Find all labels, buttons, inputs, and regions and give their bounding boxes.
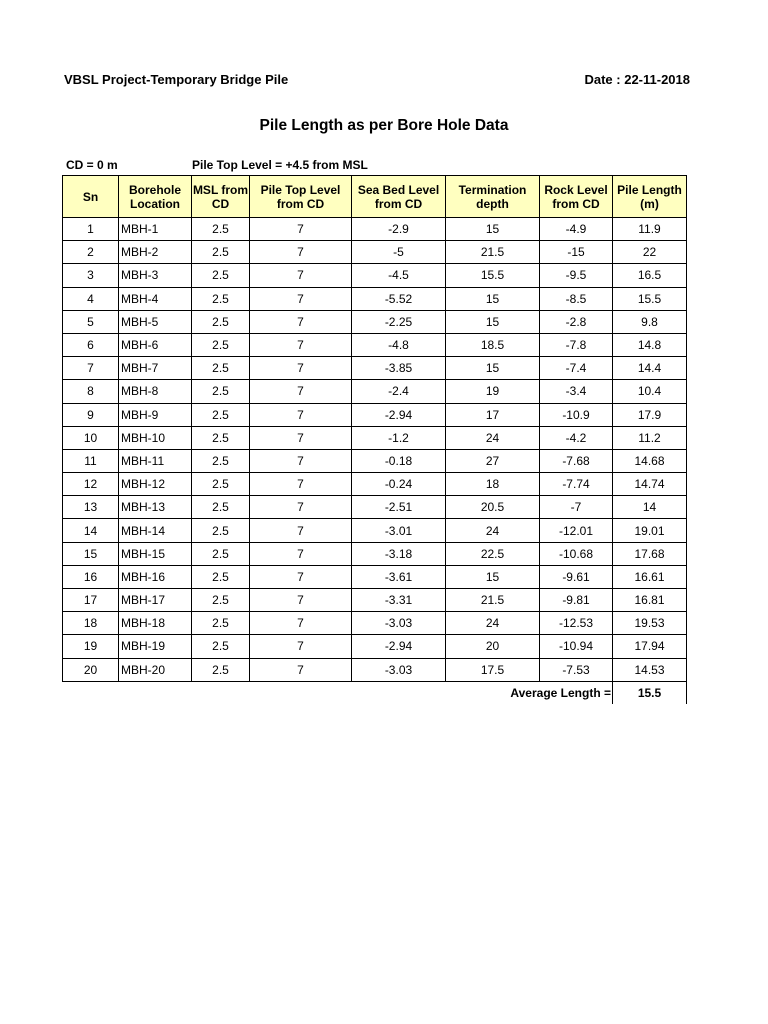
cell-borehole-location: MBH-16 (119, 565, 192, 588)
cell-termination-depth: 27 (446, 449, 540, 472)
cell-sn: 5 (63, 310, 119, 333)
cell-pile-length: 22 (613, 241, 687, 264)
table-row (63, 357, 687, 380)
cell-sn: 20 (63, 658, 119, 681)
cell-sn: 6 (63, 333, 119, 356)
cell-rock-level: -4.2 (540, 426, 613, 449)
table-row (63, 264, 687, 287)
cell-borehole-location: MBH-13 (119, 496, 192, 519)
cell-sea-bed-level: -3.01 (352, 519, 446, 542)
cell-sea-bed-level: -3.03 (352, 612, 446, 635)
cell-termination-depth: 22.5 (446, 542, 540, 565)
cell-sn: 7 (63, 357, 119, 380)
cell-pile-top-level: 7 (250, 542, 352, 565)
cell-borehole-location: MBH-17 (119, 589, 192, 612)
cell-msl-from-cd: 2.5 (192, 565, 250, 588)
cell-sn: 12 (63, 473, 119, 496)
cell-sea-bed-level: -1.2 (352, 426, 446, 449)
cell-pile-length: 19.53 (613, 612, 687, 635)
cell-sn: 9 (63, 403, 119, 426)
cell-sea-bed-level: -3.03 (352, 658, 446, 681)
cell-rock-level: -12.01 (540, 519, 613, 542)
cell-borehole-location: MBH-5 (119, 310, 192, 333)
cell-sea-bed-level: -3.85 (352, 357, 446, 380)
pile-length-table (62, 175, 687, 704)
cell-sn: 16 (63, 565, 119, 588)
cell-msl-from-cd: 2.5 (192, 333, 250, 356)
cell-pile-top-level: 7 (250, 565, 352, 588)
cell-pile-length: 14.74 (613, 473, 687, 496)
cell-rock-level: -7 (540, 496, 613, 519)
table-header-row (63, 176, 687, 218)
cell-termination-depth: 20 (446, 635, 540, 658)
cell-sn: 19 (63, 635, 119, 658)
cell-sea-bed-level: -4.5 (352, 264, 446, 287)
cell-rock-level: -10.9 (540, 403, 613, 426)
column-header-sn: Sn (63, 176, 119, 218)
cell-termination-depth: 19 (446, 380, 540, 403)
cell-sn: 18 (63, 612, 119, 635)
cell-pile-top-level: 7 (250, 473, 352, 496)
cell-sn: 13 (63, 496, 119, 519)
cell-msl-from-cd: 2.5 (192, 635, 250, 658)
cell-termination-depth: 24 (446, 519, 540, 542)
cell-pile-length: 17.9 (613, 403, 687, 426)
cell-pile-top-level: 7 (250, 426, 352, 449)
average-row (63, 681, 687, 704)
cell-pile-top-level: 7 (250, 287, 352, 310)
column-header-pile-top-level: Pile Top Level from CD (250, 176, 352, 218)
table-row (63, 426, 687, 449)
cell-pile-length: 16.61 (613, 565, 687, 588)
cell-pile-top-level: 7 (250, 658, 352, 681)
cell-msl-from-cd: 2.5 (192, 218, 250, 241)
cell-borehole-location: MBH-8 (119, 380, 192, 403)
cell-borehole-location: MBH-12 (119, 473, 192, 496)
cell-borehole-location: MBH-1 (119, 218, 192, 241)
cell-pile-length: 16.81 (613, 589, 687, 612)
cell-pile-length: 9.8 (613, 310, 687, 333)
cell-rock-level: -7.68 (540, 449, 613, 472)
cell-sea-bed-level: -2.94 (352, 403, 446, 426)
column-header-pile-length: Pile Length (m) (613, 176, 687, 218)
column-header-sea-bed-level: Sea Bed Level from CD (352, 176, 446, 218)
cell-msl-from-cd: 2.5 (192, 658, 250, 681)
cell-pile-length: 19.01 (613, 519, 687, 542)
cell-termination-depth: 15 (446, 357, 540, 380)
cell-borehole-location: MBH-2 (119, 241, 192, 264)
cell-pile-length: 17.94 (613, 635, 687, 658)
cell-rock-level: -4.9 (540, 218, 613, 241)
cell-sea-bed-level: -2.94 (352, 635, 446, 658)
cd-note: CD = 0 m (66, 158, 118, 172)
cell-pile-length: 10.4 (613, 380, 687, 403)
table-row (63, 565, 687, 588)
cell-rock-level: -9.5 (540, 264, 613, 287)
table-row (63, 449, 687, 472)
cell-pile-length: 11.9 (613, 218, 687, 241)
cell-rock-level: -15 (540, 241, 613, 264)
cell-pile-length: 14.8 (613, 333, 687, 356)
cell-sn: 17 (63, 589, 119, 612)
cell-rock-level: -9.81 (540, 589, 613, 612)
cell-termination-depth: 15 (446, 287, 540, 310)
table-row (63, 380, 687, 403)
cell-sea-bed-level: -2.51 (352, 496, 446, 519)
cell-pile-top-level: 7 (250, 333, 352, 356)
cell-termination-depth: 18.5 (446, 333, 540, 356)
cell-pile-top-level: 7 (250, 264, 352, 287)
cell-msl-from-cd: 2.5 (192, 287, 250, 310)
cell-msl-from-cd: 2.5 (192, 542, 250, 565)
cell-sn: 4 (63, 287, 119, 310)
cell-pile-top-level: 7 (250, 357, 352, 380)
table-row (63, 333, 687, 356)
document-date: Date : 22-11-2018 (584, 72, 690, 87)
cell-rock-level: -12.53 (540, 612, 613, 635)
cell-msl-from-cd: 2.5 (192, 357, 250, 380)
page-title: Pile Length as per Bore Hole Data (259, 117, 509, 134)
cell-msl-from-cd: 2.5 (192, 519, 250, 542)
cell-sea-bed-level: -5.52 (352, 287, 446, 310)
cell-sea-bed-level: -3.18 (352, 542, 446, 565)
cell-rock-level: -8.5 (540, 287, 613, 310)
cell-pile-length: 17.68 (613, 542, 687, 565)
cell-termination-depth: 18 (446, 473, 540, 496)
cell-sea-bed-level: -2.25 (352, 310, 446, 333)
table-row (63, 635, 687, 658)
cell-sea-bed-level: -3.61 (352, 565, 446, 588)
cell-msl-from-cd: 2.5 (192, 403, 250, 426)
column-header-borehole-location: Borehole Location (119, 176, 192, 218)
cell-rock-level: -7.53 (540, 658, 613, 681)
cell-pile-top-level: 7 (250, 449, 352, 472)
table-row (63, 589, 687, 612)
cell-borehole-location: MBH-7 (119, 357, 192, 380)
cell-msl-from-cd: 2.5 (192, 380, 250, 403)
cell-borehole-location: MBH-11 (119, 449, 192, 472)
cell-termination-depth: 17 (446, 403, 540, 426)
cell-sn: 3 (63, 264, 119, 287)
average-length-label: Average Length = (510, 685, 611, 700)
cell-termination-depth: 24 (446, 426, 540, 449)
cell-borehole-location: MBH-4 (119, 287, 192, 310)
cell-sea-bed-level: -2.4 (352, 380, 446, 403)
cell-pile-top-level: 7 (250, 380, 352, 403)
cell-borehole-location: MBH-15 (119, 542, 192, 565)
cell-pile-top-level: 7 (250, 241, 352, 264)
cell-pile-top-level: 7 (250, 403, 352, 426)
cell-borehole-location: MBH-18 (119, 612, 192, 635)
table-row (63, 658, 687, 681)
cell-pile-length: 14.4 (613, 357, 687, 380)
cell-rock-level: -9.61 (540, 565, 613, 588)
cell-termination-depth: 21.5 (446, 589, 540, 612)
cell-borehole-location: MBH-20 (119, 658, 192, 681)
column-header-termination-depth: Termination depth (446, 176, 540, 218)
cell-pile-top-level: 7 (250, 635, 352, 658)
cell-pile-length: 14 (613, 496, 687, 519)
cell-msl-from-cd: 2.5 (192, 473, 250, 496)
table-row (63, 218, 687, 241)
cell-borehole-location: MBH-10 (119, 426, 192, 449)
table-row (63, 542, 687, 565)
cell-pile-length: 14.68 (613, 449, 687, 472)
table-row (63, 473, 687, 496)
cell-termination-depth: 15 (446, 218, 540, 241)
cell-rock-level: -7.4 (540, 357, 613, 380)
cell-termination-depth: 17.5 (446, 658, 540, 681)
column-header-msl-from-cd: MSL from CD (192, 176, 250, 218)
cell-pile-top-level: 7 (250, 496, 352, 519)
cell-pile-top-level: 7 (250, 218, 352, 241)
cell-borehole-location: MBH-14 (119, 519, 192, 542)
cell-sn: 1 (63, 218, 119, 241)
cell-sea-bed-level: -0.18 (352, 449, 446, 472)
average-length-value: 15.5 (613, 681, 687, 704)
cell-rock-level: -7.74 (540, 473, 613, 496)
cell-sea-bed-level: -4.8 (352, 333, 446, 356)
cell-pile-length: 15.5 (613, 287, 687, 310)
cell-sea-bed-level: -0.24 (352, 473, 446, 496)
cell-sn: 11 (63, 449, 119, 472)
table-row (63, 310, 687, 333)
cell-msl-from-cd: 2.5 (192, 496, 250, 519)
cell-msl-from-cd: 2.5 (192, 241, 250, 264)
cell-borehole-location: MBH-3 (119, 264, 192, 287)
table-row (63, 496, 687, 519)
cell-pile-length: 14.53 (613, 658, 687, 681)
table-row (63, 612, 687, 635)
cell-sn: 10 (63, 426, 119, 449)
cell-termination-depth: 24 (446, 612, 540, 635)
cell-msl-from-cd: 2.5 (192, 589, 250, 612)
cell-rock-level: -7.8 (540, 333, 613, 356)
project-title: VBSL Project-Temporary Bridge Pile (64, 72, 289, 87)
cell-sn: 8 (63, 380, 119, 403)
cell-sn: 2 (63, 241, 119, 264)
cell-rock-level: -10.68 (540, 542, 613, 565)
cell-sn: 15 (63, 542, 119, 565)
cell-pile-top-level: 7 (250, 519, 352, 542)
pile-top-note: Pile Top Level = +4.5 from MSL (192, 158, 368, 172)
cell-termination-depth: 15 (446, 310, 540, 333)
cell-pile-length: 11.2 (613, 426, 687, 449)
cell-termination-depth: 15 (446, 565, 540, 588)
cell-pile-top-level: 7 (250, 589, 352, 612)
cell-msl-from-cd: 2.5 (192, 612, 250, 635)
cell-msl-from-cd: 2.5 (192, 426, 250, 449)
cell-msl-from-cd: 2.5 (192, 264, 250, 287)
cell-termination-depth: 20.5 (446, 496, 540, 519)
table-row (63, 519, 687, 542)
cell-pile-top-level: 7 (250, 310, 352, 333)
cell-sea-bed-level: -5 (352, 241, 446, 264)
cell-msl-from-cd: 2.5 (192, 449, 250, 472)
cell-pile-top-level: 7 (250, 612, 352, 635)
cell-termination-depth: 21.5 (446, 241, 540, 264)
table-row (63, 403, 687, 426)
column-header-rock-level: Rock Level from CD (540, 176, 613, 218)
cell-borehole-location: MBH-6 (119, 333, 192, 356)
cell-pile-length: 16.5 (613, 264, 687, 287)
cell-borehole-location: MBH-19 (119, 635, 192, 658)
cell-borehole-location: MBH-9 (119, 403, 192, 426)
cell-rock-level: -3.4 (540, 380, 613, 403)
table-row (63, 241, 687, 264)
cell-rock-level: -2.8 (540, 310, 613, 333)
cell-sea-bed-level: -3.31 (352, 589, 446, 612)
cell-msl-from-cd: 2.5 (192, 310, 250, 333)
cell-rock-level: -10.94 (540, 635, 613, 658)
cell-termination-depth: 15.5 (446, 264, 540, 287)
cell-sea-bed-level: -2.9 (352, 218, 446, 241)
cell-sn: 14 (63, 519, 119, 542)
table-row (63, 287, 687, 310)
